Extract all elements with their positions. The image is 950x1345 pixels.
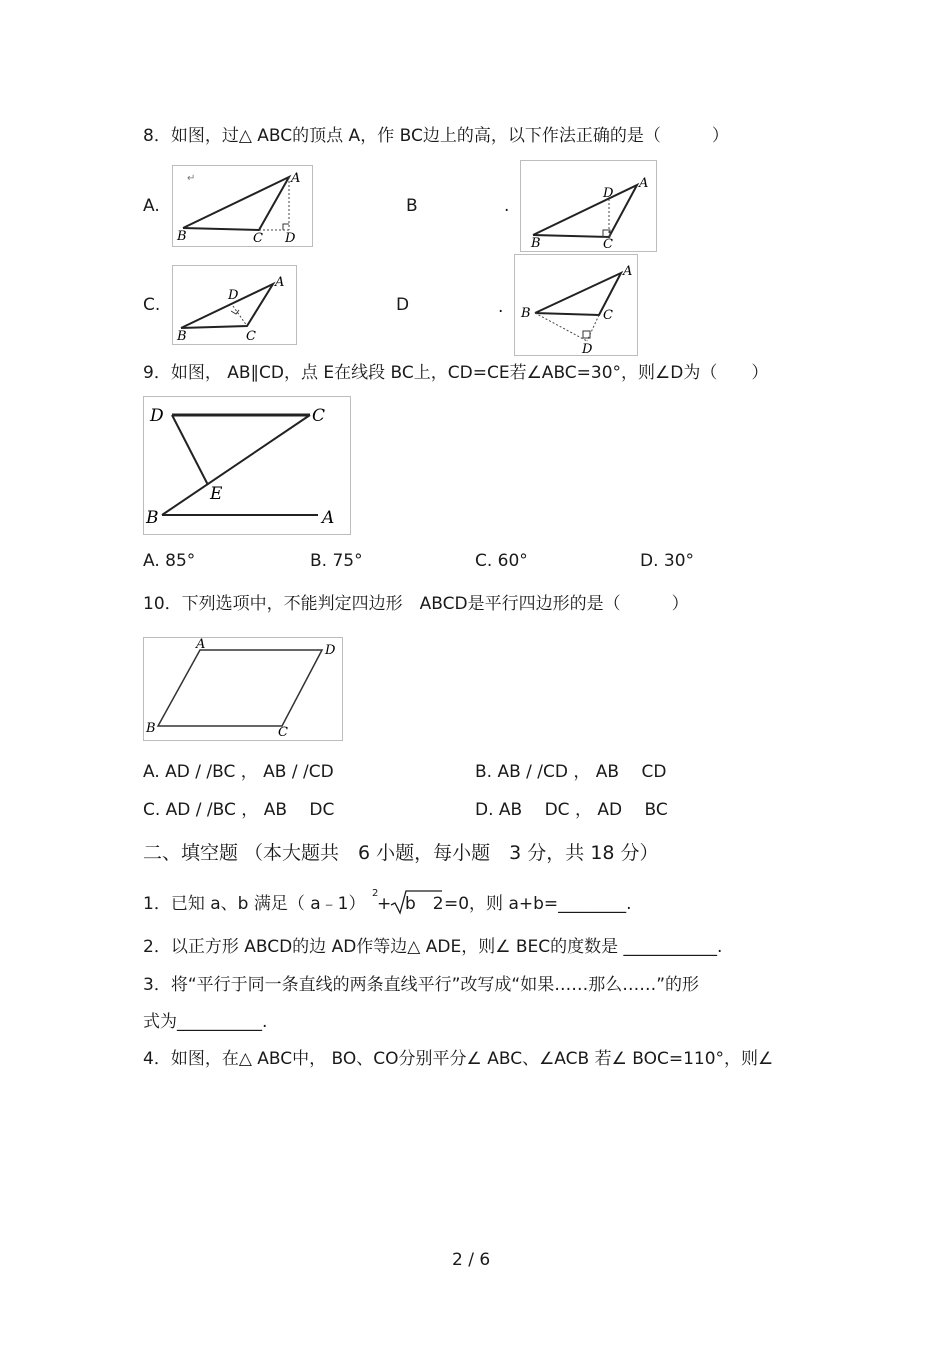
fill-q1-part1: 1．已知 a、b 满足（ a﹣1） — [143, 894, 366, 914]
vertex-label: E — [210, 484, 223, 504]
svg-text:↵: ↵ — [187, 173, 196, 184]
q8-figure-a — [172, 165, 313, 247]
vertex-label: C — [603, 308, 613, 323]
vertex-label: A — [291, 171, 301, 186]
vertex-label: C — [253, 231, 263, 246]
q8-figure-d — [514, 254, 638, 356]
vertex-label: C — [603, 237, 613, 251]
q9-option-a: A. 85° — [143, 551, 196, 571]
section-heading: 二、填空题 （本大题共 6 小题，每小题 3 分，共 18 分） — [143, 842, 659, 864]
q10-stem: 10．下列选项中，不能判定四边形 ABCD是平行四边形的是（ ） — [143, 594, 689, 614]
q9-stem: 9．如图， AB∥CD，点 E在线段 BC上，CD=CE若∠ABC=30°，则∠D为（ ） — [143, 363, 769, 383]
vertex-label: D — [582, 342, 593, 355]
vertex-label: A — [196, 638, 206, 652]
vertex-label: D — [285, 231, 296, 246]
q8-option-a-label: A. — [143, 196, 160, 216]
vertex-label: B — [177, 229, 187, 244]
q8-stem: 8．如图，过△ ABC的顶点 A，作 BC边上的高，以下作法正确的是（ ） — [143, 126, 729, 146]
vertex-label: B — [146, 508, 159, 528]
q9-option-d: D. 30° — [640, 551, 695, 571]
q8-option-b-dot: . — [504, 196, 510, 216]
vertex-label: B — [146, 721, 156, 736]
q10-figure — [143, 637, 343, 741]
vertex-label: D — [228, 288, 239, 303]
q8-option-d-label: D — [396, 295, 410, 315]
fill-q4: 4．如图，在△ ABC中， BO、CO分别平分∠ ABC、∠ACB 若∠ BOC=110°，则∠ — [143, 1049, 774, 1069]
fill-q2: 2．以正方形 ABCD的边 AD作等边△ ADE，则∠ BEC的度数是 ___________. — [143, 937, 723, 957]
q9-figure — [143, 396, 351, 535]
vertex-label: A — [639, 176, 649, 191]
vertex-label: A — [275, 275, 285, 290]
vertex-label: D — [150, 406, 164, 426]
fill-q1-radicand: b 2 — [405, 894, 444, 914]
page-number: 2 / 6 — [452, 1250, 491, 1270]
vertex-label: B — [177, 329, 187, 344]
vertex-label: A — [623, 264, 633, 279]
vertex-label: B — [521, 306, 531, 321]
vertex-label: C — [312, 406, 326, 426]
q8-option-c-label: C. — [143, 295, 161, 315]
q9-option-b: B. 75° — [310, 551, 363, 571]
q9-option-c: C. 60° — [475, 551, 528, 571]
q8-option-d-dot: . — [498, 297, 504, 317]
q10-option-a: A. AD / /BC ， AB / /CD — [143, 762, 334, 782]
q10-option-b: B. AB / /CD ， AB CD — [475, 762, 667, 782]
q10-option-c: C. AD / /BC ， AB DC — [143, 800, 335, 820]
vertex-label: C — [278, 725, 288, 740]
vertex-label: A — [322, 508, 335, 528]
fill-q3-line1: 3．将“平行于同一条直线的两条直线平行”改写成“如果……那么……”的形 — [143, 975, 700, 995]
q8-figure-c — [172, 265, 297, 345]
fill-q1-plus: + — [377, 894, 392, 914]
fill-q1-part2: =0，则 a+b=________. — [444, 894, 632, 914]
q10-option-d: D. AB DC ， AD BC — [475, 800, 668, 820]
vertex-label: B — [531, 236, 541, 251]
q8-option-b-label: B — [406, 196, 418, 216]
q8-figure-b — [520, 160, 657, 252]
fill-q3-line2: 式为__________. — [143, 1012, 268, 1032]
vertex-label: D — [603, 186, 614, 201]
fill-q1-exponent: 2 — [372, 888, 379, 899]
vertex-label: D — [325, 643, 336, 658]
vertex-label: C — [246, 329, 256, 344]
